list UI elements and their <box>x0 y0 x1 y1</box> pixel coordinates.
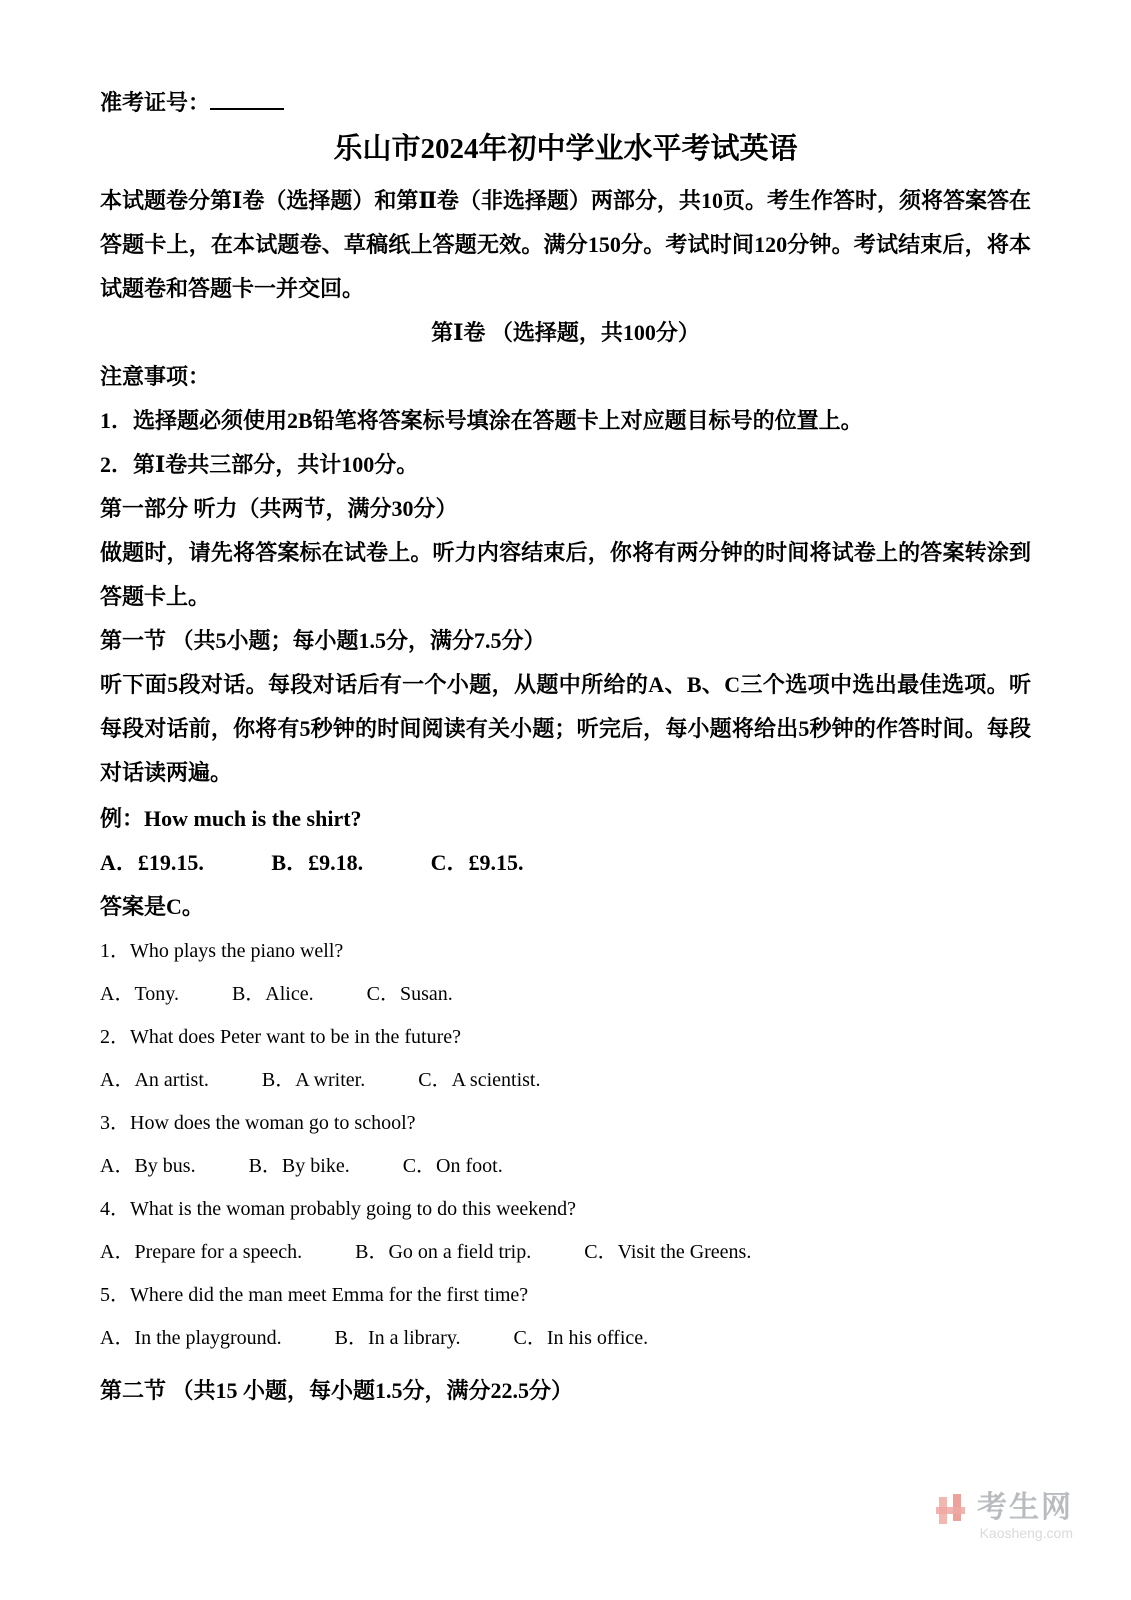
question-2-text: 2．What does Peter want to be in the future? <box>100 1025 461 1048</box>
note-item-2: 2．第Ⅰ卷共三部分，共计100分。 <box>100 451 419 477</box>
section1-heading: 第一节 （共5小题；每小题1.5分，满分7.5分） <box>100 627 546 653</box>
question-4-option-a: A．Prepare for a speech. <box>100 1240 303 1263</box>
question-5-option-b: B．In a library. <box>334 1326 461 1349</box>
part1-note: 做题时，请先将答案标在试卷上。听力内容结束后，你将有两分钟的时间将试卷上的答案转涂到答题卡上。 <box>100 539 1031 609</box>
question-4-options <box>100 1240 1031 1264</box>
volume1-heading: 第Ⅰ卷 （选择题，共100分） <box>431 319 700 345</box>
kaosheng-watermark <box>935 1493 1073 1542</box>
question-2-option-a: A．An artist. <box>100 1068 209 1091</box>
example-question: 例：How much is the shirt? <box>100 805 362 831</box>
example-option-c: C．£9.15. <box>430 849 524 875</box>
question-3-option-c: C．On foot. <box>402 1154 503 1177</box>
question-3-options <box>100 1154 1031 1178</box>
note-item-1: 1．选择题必须使用2B铅笔将答案标号填涂在答题卡上对应题目标号的位置上。 <box>100 407 863 433</box>
example-option-a: A．£19.15. <box>100 849 204 875</box>
question-5-option-a: A．In the playground. <box>100 1326 282 1349</box>
example-answer: 答案是C。 <box>100 893 204 919</box>
section2-heading: 第二节 （共15 小题，每小题1.5分，满分22.5分） <box>100 1377 574 1403</box>
question-2-options <box>100 1068 1031 1092</box>
question-3-text: 3．How does the woman go to school? <box>100 1111 416 1134</box>
watermark-text <box>977 1493 1073 1542</box>
question-3-option-b: B．By bike. <box>248 1154 350 1177</box>
question-2-option-b: B．A writer. <box>261 1068 366 1091</box>
admission-number-row <box>100 86 1031 119</box>
question-1-option-a: A．Tony. <box>100 982 179 1005</box>
admission-label: 准考证号： <box>100 90 211 115</box>
question-1-option-b: B．Alice. <box>231 982 314 1005</box>
question-3-option-a: A．By bus. <box>100 1154 196 1177</box>
example-option-b: B．£9.18. <box>271 849 364 875</box>
question-4-text: 4．What is the woman probably going to do this weekend? <box>100 1197 577 1220</box>
page-title: 乐山市2024年初中学业水平考试英语 <box>333 133 798 165</box>
exam-intro-paragraph: 本试题卷分第Ⅰ卷（选择题）和第Ⅱ卷（非选择题）两部分，共10页。考生作答时，须将答案答在答题卡上，在本试题卷、草稿纸上答题无效。满分150分。考试时间120分钟。考试结束后，将本试题卷和答题卡一并交回。 <box>100 187 1031 301</box>
kaosheng-logo-icon <box>935 1493 969 1532</box>
question-4-option-c: C．Visit the Greens. <box>584 1240 752 1263</box>
section1-instructions: 听下面5段对话。每段对话后有一个小题，从题中所给的A、B、C三个选项中选出最佳选项。听每段对话前，你将有5秒钟的时间阅读有关小题；听完后，每小题将给出5秒钟的作答时间。每段对话读两遍。 <box>100 671 1031 785</box>
notes-heading: 注意事项： <box>100 363 211 389</box>
question-5-options <box>100 1326 1031 1350</box>
example-options <box>100 841 1031 885</box>
question-1-text: 1．Who plays the piano well? <box>100 939 344 962</box>
question-4-option-b: B．Go on a field trip. <box>355 1240 532 1263</box>
admission-number-blank <box>210 90 284 110</box>
part1-heading: 第一部分 听力（共两节，满分30分） <box>100 495 458 521</box>
question-5-option-c: C．In his office. <box>513 1326 649 1349</box>
watermark-site-name: 考生网 <box>977 1491 1073 1525</box>
question-1-option-c: C．Susan. <box>366 982 453 1005</box>
question-2-option-c: C．A scientist. <box>418 1068 541 1091</box>
watermark-site-domain: Kaosheng.com <box>979 1525 1073 1542</box>
question-1-options <box>100 982 1031 1006</box>
question-5-text: 5．Where did the man meet Emma for the first time? <box>100 1283 529 1306</box>
